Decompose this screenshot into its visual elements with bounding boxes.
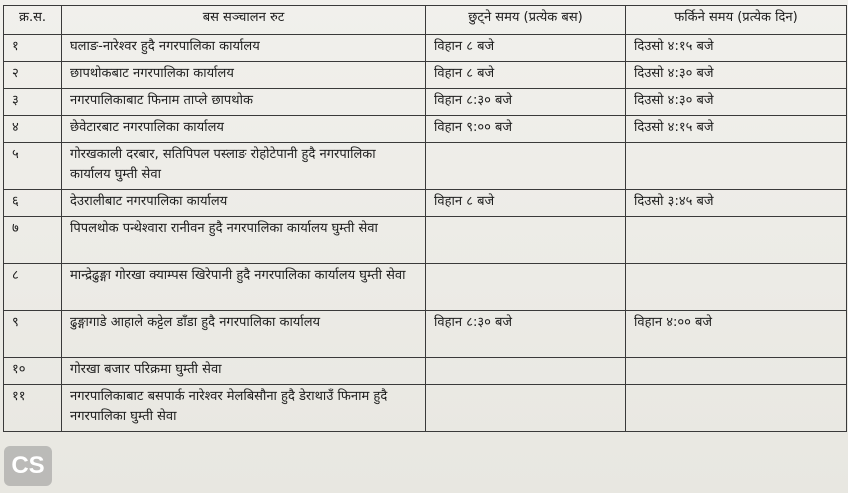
return-cell [626,143,847,190]
table-header-row [4,6,847,35]
header-route: बस सञ्चालन रुट [62,6,426,35]
departure-cell: विहान ८:३० बजे [426,311,626,358]
departure-cell: विहान ८ बजे [426,62,626,89]
header-serial-number: क्र.स. [4,6,62,35]
departure-cell [426,264,626,311]
serial-number-cell: ८ [4,264,62,311]
serial-number-cell: ४ [4,116,62,143]
header-return-time: फर्किने समय (प्रत्येक दिन) [626,6,847,35]
return-cell [626,217,847,264]
return-cell: विहान ४:०० बजे [626,311,847,358]
route-cell: नगरपालिकाबाट बसपार्क नारेश्वर मेलबिसौना हुदै डेराथाउँ फिनाम हुदै नगरपालिका घुम्ती सेवा [62,385,426,432]
table-row [4,62,847,89]
serial-number-cell: ५ [4,143,62,190]
return-cell [626,264,847,311]
table-row [4,311,847,358]
table-row [4,217,847,264]
return-cell: दिउसो ४:३० बजे [626,62,847,89]
route-cell: नगरपालिकाबाट फिनाम ताप्ले छापथोक [62,89,426,116]
table-row [4,35,847,62]
route-cell: गोरखा बजार परिक्रमा घुम्ती सेवा [62,358,426,385]
departure-cell [426,385,626,432]
table-row [4,190,847,217]
route-cell: गोरखकाली दरबार, सतिपिपल पस्लाङ रोहोटेपानी हुदै नगरपालिका कार्यालय घुम्ती सेवा [62,143,426,190]
return-cell: दिउसो ४:१५ बजे [626,116,847,143]
header-departure-time: छुट्ने समय (प्रत्येक बस) [426,6,626,35]
departure-cell: विहान ८ बजे [426,35,626,62]
route-cell: छापथोकबाट नगरपालिका कार्यालय [62,62,426,89]
departure-cell [426,217,626,264]
departure-cell: विहान ८ बजे [426,190,626,217]
table-row [4,116,847,143]
route-cell: मान्द्रेढुङ्गा गोरखा क्याम्पस खिरेपानी हुदै नगरपालिका कार्यालय घुम्ती सेवा [62,264,426,311]
return-cell [626,358,847,385]
route-cell: घलाङ-नारेश्वर हुदै नगरपालिका कार्यालय [62,35,426,62]
table-row [4,89,847,116]
camscanner-watermark: CS [4,446,52,486]
table-row [4,143,847,190]
departure-cell: विहान ९:०० बजे [426,116,626,143]
route-cell: छेवेटारबाट नगरपालिका कार्यालय [62,116,426,143]
route-cell: ढुङ्गागाडे आहाले कट्टेल डाँडा हुदै नगरपालिका कार्यालय [62,311,426,358]
route-cell: पिपलथोक पन्थेश्वारा रानीवन हुदै नगरपालिका कार्यालय घुम्ती सेवा [62,217,426,264]
route-cell: देउरालीबाट नगरपालिका कार्यालय [62,190,426,217]
serial-number-cell: १० [4,358,62,385]
serial-number-cell: १ [4,35,62,62]
table-row [4,358,847,385]
serial-number-cell: ३ [4,89,62,116]
serial-number-cell: ६ [4,190,62,217]
serial-number-cell: ९ [4,311,62,358]
departure-cell [426,143,626,190]
table-row [4,385,847,432]
return-cell: दिउसो ४:३० बजे [626,89,847,116]
bus-schedule-table [3,5,847,432]
departure-cell: विहान ८:३० बजे [426,89,626,116]
return-cell: दिउसो ३:४५ बजे [626,190,847,217]
table-row [4,264,847,311]
return-cell: दिउसो ४:१५ बजे [626,35,847,62]
return-cell [626,385,847,432]
serial-number-cell: ११ [4,385,62,432]
serial-number-cell: २ [4,62,62,89]
serial-number-cell: ७ [4,217,62,264]
departure-cell [426,358,626,385]
